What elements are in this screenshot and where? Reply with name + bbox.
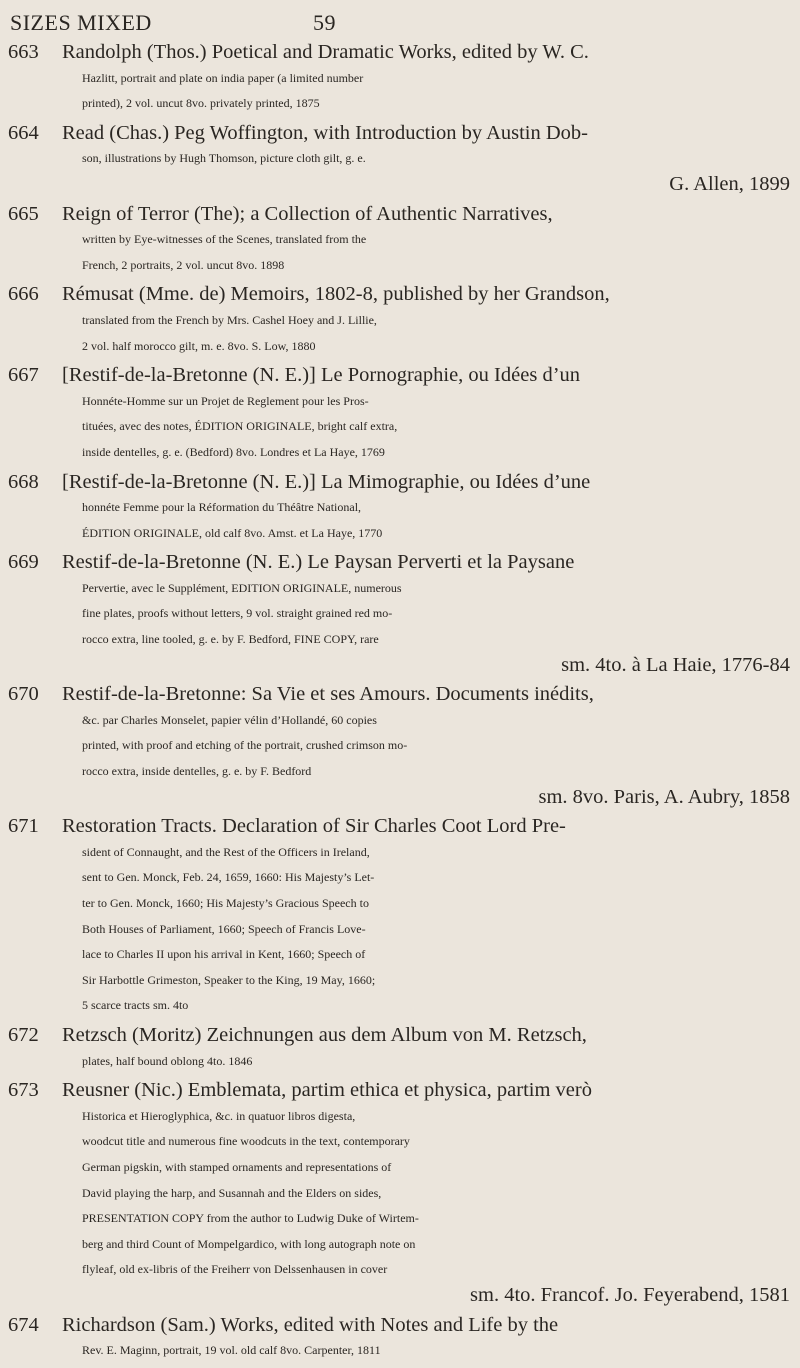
lot-text-line: Randolph (Thos.) Poetical and Dramatic Works, edited by W. C.: [62, 41, 589, 63]
lot-text-line: Rev. E. Maginn, portrait, 19 vol. old calf 8vo. Carpenter, 1811: [82, 1343, 381, 1358]
lot-text-line: Historica et Hieroglyphica, &c. in quatuor libros digesta,: [82, 1108, 356, 1123]
lot-text-line: Restoration Tracts. Declaration of Sir Charles Coot Lord Pre-: [62, 815, 566, 838]
lot-text-line: David playing the harp, and Susannah and the Elders on sides,: [82, 1185, 382, 1200]
lot-entry-672: [0, 1023, 800, 1074]
lot-text-line: French, 2 portraits, 2 vol. uncut 8vo. 1898: [82, 257, 285, 272]
lot-text-line: son, illustrations by Hugh Thomson, picture cloth gilt, g. e.: [82, 151, 366, 166]
lot-text-line: Restif-de-la-Bretonne: Sa Vie et ses Amours. Documents inédits,: [62, 683, 594, 706]
lot-text-line: [Restif-de-la-Bretonne (N. E.)] La Mimographie, ou Idées d’une: [62, 470, 591, 493]
lot-text-line: Sir Harbottle Grimeston, Speaker to the King, 19 May, 1660;: [82, 972, 376, 987]
lot-text-line: rocco extra, line tooled, g. e. by F. Bedford, FINE COPY, rare: [82, 632, 379, 647]
lot-text-line: Read (Chas.) Peg Woffington, with Introduction by Austin Dob-: [62, 121, 588, 144]
lot-text-line: inside dentelles, g. e. (Bedford) 8vo. Londres et La Haye, 1769: [82, 444, 385, 459]
lot-entry-663: [0, 40, 800, 117]
lot-list: [0, 40, 800, 1368]
lot-number: 665: [8, 202, 39, 225]
lot-entry-665: [0, 202, 800, 279]
lot-number: 674: [8, 1313, 39, 1336]
lot-entry-674: [0, 1313, 800, 1364]
lot-number: 668: [8, 470, 39, 493]
lot-text-line: Richardson (Sam.) Works, edited with Notes and Life by the: [62, 1313, 559, 1336]
lot-number: 666: [8, 283, 39, 306]
lot-text-line: [Restif-de-la-Bretonne (N. E.)] Le Pornographie, ou Idées d’un: [62, 364, 581, 387]
lot-number: 669: [8, 551, 39, 574]
lot-text-line: printed, with proof and etching of the portrait, crushed crimson mo-: [82, 738, 408, 753]
lot-text-line: German pigskin, with stamped ornaments and representations of: [82, 1159, 392, 1174]
lot-text-line: woodcut title and numerous fine woodcuts in the text, contemporary: [82, 1134, 410, 1149]
lot-text-line: Honnéte-Homme sur un Projet de Reglement pour les Pros-: [82, 393, 369, 408]
lot-text-line: flyleaf, old ex-libris of the Freiherr von Delssenhausen in cover: [82, 1262, 388, 1277]
lot-text-line: sent to Gen. Monck, Feb. 24, 1659, 1660: His Majesty’s Let-: [82, 870, 375, 885]
lot-text-line: ter to Gen. Monck, 1660; His Majesty’s Gracious Speech to: [82, 896, 369, 910]
lot-imprint: G. Allen, 1899: [669, 172, 790, 195]
lot-number: 672: [8, 1023, 39, 1046]
lot-entry-668: [0, 470, 800, 547]
lot-number: 663: [8, 41, 39, 63]
lot-text-line: printed), 2 vol. uncut 8vo. privately printed, 1875: [82, 96, 320, 111]
lot-text-line: Hazlitt, portrait and plate on india paper (a limited number: [82, 70, 364, 85]
lot-text-line: Retzsch (Moritz) Zeichnungen aus dem Album von M. Retzsch,: [62, 1023, 587, 1046]
lot-entry-667: [0, 363, 800, 465]
section-title: SIZES MIXED: [10, 10, 152, 35]
lot-entry-669: [0, 550, 800, 678]
lot-text-line: Reusner (Nic.) Emblemata, partim ethica et physica, partim verò: [62, 1079, 592, 1102]
lot-text-line: PRESENTATION COPY from the author to Ludwig Duke of Wirtem-: [82, 1211, 419, 1226]
lot-text-line: ÉDITION ORIGINALE, old calf 8vo. Amst. et La Haye, 1770: [82, 525, 383, 540]
lot-text-line: sident of Connaught, and the Rest of the Officers in Ireland,: [82, 844, 370, 859]
lot-text-line: 2 vol. half morocco gilt, m. e. 8vo. S. Low, 1880: [82, 338, 316, 353]
lot-imprint: sm. 4to. à La Haie, 1776-84: [561, 653, 790, 676]
lot-text-line: berg and third Count of Mompelgardico, with long autograph note on: [82, 1236, 416, 1251]
lot-entry-670: [0, 682, 800, 810]
lot-entry-671: [0, 814, 800, 1019]
lot-imprint: sm. 4to. Francof. Jo. Feyerabend, 1581: [470, 1283, 790, 1306]
lot-entry-664: [0, 121, 800, 198]
lot-text-line: tituées, avec des notes, ÉDITION ORIGINALE, bright calf extra,: [82, 419, 398, 434]
page-header: [0, 10, 800, 40]
lot-imprint: sm. 8vo. Paris, A. Aubry, 1858: [538, 785, 790, 808]
lot-text-line: translated from the French by Mrs. Cashel Hoey and J. Lillie,: [82, 312, 377, 327]
lot-text-line: honnéte Femme pour la Réformation du Théâtre National,: [82, 500, 362, 515]
lot-number: 671: [8, 815, 39, 838]
lot-text-line: plates, half bound oblong 4to. 1846: [82, 1053, 253, 1068]
lot-text-line: Reign of Terror (The); a Collection of Authentic Narratives,: [62, 202, 553, 225]
lot-entry-673: [0, 1078, 800, 1308]
lot-number: 670: [8, 683, 39, 706]
lot-text-line: Pervertie, avec le Supplément, EDITION ORIGINALE, numerous: [82, 580, 402, 595]
lot-text-line: lace to Charles II upon his arrival in Kent, 1660; Speech of: [82, 947, 366, 962]
page-number: 59: [313, 10, 336, 35]
lot-text-line: Both Houses of Parliament, 1660; Speech of Francis Love-: [82, 921, 366, 936]
lot-text-line: 5 scarce tracts sm. 4to: [82, 998, 189, 1013]
lot-text-line: written by Eye-witnesses of the Scenes, translated from the: [82, 232, 367, 247]
lot-text-line: Restif-de-la-Bretonne (N. E.) Le Paysan Perverti et la Paysane: [62, 551, 575, 574]
lot-number: 667: [8, 364, 39, 387]
lot-text-line: &c. par Charles Monselet, papier vélin d’Hollandé, 60 copies: [82, 712, 377, 727]
lot-text-line: rocco extra, inside dentelles, g. e. by F. Bedford: [82, 764, 312, 779]
lot-entry-666: [0, 282, 800, 359]
lot-text-line: fine plates, proofs without letters, 9 vol. straight grained red mo-: [82, 606, 393, 621]
lot-number: 673: [8, 1079, 39, 1102]
lot-number: 664: [8, 121, 39, 144]
lot-text-line: Rémusat (Mme. de) Memoirs, 1802-8, published by her Grandson,: [62, 283, 610, 306]
